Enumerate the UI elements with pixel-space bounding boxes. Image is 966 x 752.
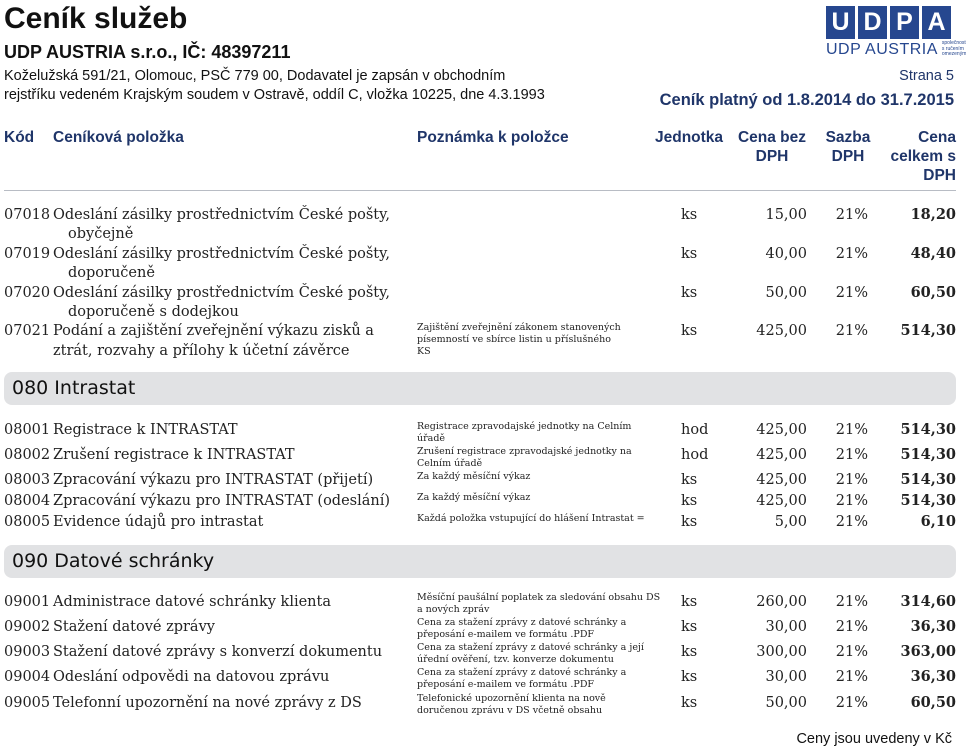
row-unit: ks bbox=[681, 669, 698, 685]
row-code: 09005 bbox=[4, 695, 51, 711]
logo-tagline: společnost s ručením omezeným bbox=[941, 40, 966, 57]
company-address-line1: Koželužská 591/21, Olomouc, PSČ 779 00, Dodavatel je zapsán v obchodním bbox=[4, 68, 506, 84]
row-price: 425,00 bbox=[756, 422, 807, 438]
row-note: Za každý měsíční výkaz bbox=[417, 471, 531, 482]
row-note: Telefonické upozornění klienta na nově doručenou zprávu v DS včetně obsahu bbox=[417, 693, 606, 716]
row-note: Registrace zpravodajské jednotky na Celním úřadě bbox=[417, 421, 632, 444]
page-title: Ceník služeb bbox=[4, 2, 188, 35]
column-header-total bbox=[880, 128, 956, 185]
row-unit: ks bbox=[681, 207, 698, 223]
row-note: Zajištění zveřejnění zákonem stanovených písemností ve sbírce listin u příslušného KS bbox=[417, 322, 621, 357]
row-code: 09001 bbox=[4, 594, 51, 610]
row-total: 60,50 bbox=[910, 284, 956, 301]
row-vat: 21% bbox=[835, 669, 868, 685]
row-code: 07021 bbox=[4, 323, 51, 339]
row-unit: ks bbox=[681, 695, 698, 711]
column-header-price-line1: Cena bez bbox=[737, 129, 807, 146]
row-item-name: Odeslání odpovědi na datovou zprávu bbox=[53, 669, 330, 685]
row-vat: 21% bbox=[835, 285, 868, 301]
row-item-name: Zrušení registrace k INTRASTAT bbox=[53, 447, 295, 463]
column-header-vat bbox=[820, 128, 876, 166]
row-price: 425,00 bbox=[756, 323, 807, 339]
page-number: Strana 5 bbox=[899, 68, 954, 84]
column-header-price-line2: DPH bbox=[755, 148, 789, 165]
row-vat: 21% bbox=[835, 514, 868, 530]
row-item-name-cont: obyčejně bbox=[68, 226, 134, 242]
column-header-note: Poznámka k položce bbox=[417, 129, 569, 146]
row-code: 07018 bbox=[4, 207, 51, 223]
row-item-name: Stažení datové zprávy s konverzí dokumentu bbox=[53, 644, 383, 660]
row-total: 6,10 bbox=[920, 513, 956, 530]
row-code: 07020 bbox=[4, 285, 51, 301]
row-vat: 21% bbox=[835, 246, 868, 262]
row-unit: ks bbox=[681, 246, 698, 262]
row-code: 07019 bbox=[4, 246, 51, 262]
row-item-name: Evidence údajů pro intrastat bbox=[53, 514, 264, 530]
row-unit: ks bbox=[681, 619, 698, 635]
row-code: 09002 bbox=[4, 619, 51, 635]
column-header-total-line1: Cena bbox=[918, 129, 956, 146]
row-note: Cena za stažení zprávy z datové schránky a přeposání e-mailem ve formátu .PDF bbox=[417, 617, 627, 640]
logo-letter-d: D bbox=[858, 6, 887, 39]
row-total: 48,40 bbox=[910, 245, 956, 262]
row-total: 36,30 bbox=[910, 618, 956, 635]
row-note: Cena za stažení zprávy z datové schránky a přeposání e-mailem ve formátu .PDF bbox=[417, 667, 627, 690]
row-vat: 21% bbox=[835, 594, 868, 610]
section-header-datove-schranky: 090 Datové schránky bbox=[4, 545, 956, 578]
row-item-name-cont: ztrát, rozvahy a přílohy k účetní závěrce bbox=[53, 343, 350, 359]
row-vat: 21% bbox=[835, 472, 868, 488]
row-total: 36,30 bbox=[910, 668, 956, 685]
section-header-intrastat: 080 Intrastat bbox=[4, 372, 956, 405]
header-divider bbox=[4, 190, 956, 191]
udp-austria-logo bbox=[826, 6, 966, 60]
row-code: 08001 bbox=[4, 422, 51, 438]
row-vat: 21% bbox=[835, 644, 868, 660]
logo-letter-a: A bbox=[922, 6, 951, 39]
row-total: 514,30 bbox=[900, 492, 956, 509]
row-note: Zrušení registrace zpravodajské jednotky na Celním úřadě bbox=[417, 446, 632, 469]
row-price: 40,00 bbox=[765, 246, 807, 262]
row-code: 08002 bbox=[4, 447, 51, 463]
row-item-name-cont: doporučeně bbox=[68, 265, 155, 281]
row-item-name: Odeslání zásilky prostřednictvím České pošty, bbox=[53, 207, 391, 223]
row-price: 30,00 bbox=[765, 619, 807, 635]
row-item-name: Odeslání zásilky prostřednictvím České pošty, bbox=[53, 246, 391, 262]
row-item-name-cont: doporučeně s dodejkou bbox=[68, 304, 239, 320]
row-vat: 21% bbox=[835, 422, 868, 438]
row-unit: ks bbox=[681, 493, 698, 509]
row-code: 08003 bbox=[4, 472, 51, 488]
row-code: 08005 bbox=[4, 514, 51, 530]
row-price: 425,00 bbox=[756, 472, 807, 488]
row-unit: ks bbox=[681, 285, 698, 301]
row-unit: hod bbox=[681, 422, 709, 438]
row-vat: 21% bbox=[835, 323, 868, 339]
row-total: 363,00 bbox=[900, 643, 956, 660]
row-item-name: Zpracování výkazu pro INTRASTAT (přijetí) bbox=[53, 472, 374, 488]
row-price: 15,00 bbox=[765, 207, 807, 223]
row-total: 514,30 bbox=[900, 471, 956, 488]
row-unit: ks bbox=[681, 514, 698, 530]
row-vat: 21% bbox=[835, 695, 868, 711]
row-price: 425,00 bbox=[756, 447, 807, 463]
row-unit: ks bbox=[681, 594, 698, 610]
row-code: 09004 bbox=[4, 669, 51, 685]
column-header-vat-line1: Sazba bbox=[825, 129, 871, 146]
currency-footnote: Ceny jsou uvedeny v Kč bbox=[796, 731, 952, 747]
row-note: Cena za stažení zprávy z datové schránky a její úřední ověření, tzv. konverze dokumentu bbox=[417, 642, 644, 665]
row-code: 09003 bbox=[4, 644, 51, 660]
column-header-item: Ceníková položka bbox=[53, 129, 184, 146]
row-item-name: Podání a zajištění zveřejnění výkazu zisků a bbox=[53, 323, 374, 339]
row-unit: ks bbox=[681, 472, 698, 488]
logo-wordmark: UDP AUSTRIA bbox=[826, 41, 938, 58]
column-header-unit: Jednotka bbox=[655, 129, 724, 146]
row-unit: ks bbox=[681, 323, 698, 339]
row-unit: ks bbox=[681, 644, 698, 660]
row-price: 260,00 bbox=[756, 594, 807, 610]
logo-letter-p: P bbox=[890, 6, 919, 39]
row-price: 50,00 bbox=[765, 285, 807, 301]
column-header-price bbox=[736, 128, 808, 166]
row-note: Za každý měsíční výkaz bbox=[417, 492, 531, 503]
row-vat: 21% bbox=[835, 493, 868, 509]
column-header-code: Kód bbox=[4, 129, 35, 146]
row-total: 514,30 bbox=[900, 446, 956, 463]
row-item-name: Registrace k INTRASTAT bbox=[53, 422, 238, 438]
row-note: Měsíční paušální poplatek za sledování obsahu DS a nových zpráv bbox=[417, 592, 661, 615]
company-name: UDP AUSTRIA s.r.o., IČ: 48397211 bbox=[4, 42, 291, 62]
row-price: 50,00 bbox=[765, 695, 807, 711]
column-header-vat-line2: DPH bbox=[831, 148, 865, 165]
row-item-name: Stažení datové zprávy bbox=[53, 619, 215, 635]
row-total: 514,30 bbox=[900, 322, 956, 339]
company-address-line2: rejstříku vedeném Krajským soudem v Ostravě, oddíl C, vložka 10225, dne 4.3.1993 bbox=[4, 87, 545, 103]
row-total: 514,30 bbox=[900, 421, 956, 438]
row-item-name: Administrace datové schránky klienta bbox=[53, 594, 331, 610]
row-item-name: Zpracování výkazu pro INTRASTAT (odeslání) bbox=[53, 493, 391, 509]
row-unit: hod bbox=[681, 447, 709, 463]
row-vat: 21% bbox=[835, 207, 868, 223]
row-price: 425,00 bbox=[756, 493, 807, 509]
column-header-total-line3: DPH bbox=[923, 167, 956, 184]
row-vat: 21% bbox=[835, 447, 868, 463]
row-note: Každá položka vstupující do hlášení Intrastat = bbox=[417, 513, 645, 524]
row-total: 60,50 bbox=[910, 694, 956, 711]
column-header-total-line2: celkem s bbox=[890, 148, 956, 165]
row-price: 5,00 bbox=[774, 514, 807, 530]
row-total: 314,60 bbox=[900, 593, 956, 610]
row-price: 300,00 bbox=[756, 644, 807, 660]
price-list-validity: Ceník platný od 1.8.2014 do 31.7.2015 bbox=[659, 91, 954, 109]
row-code: 08004 bbox=[4, 493, 51, 509]
row-price: 30,00 bbox=[765, 669, 807, 685]
row-item-name: Odeslání zásilky prostřednictvím České pošty, bbox=[53, 285, 391, 301]
row-item-name: Telefonní upozornění na nové zprávy z DS bbox=[53, 695, 362, 711]
logo-letter-u: U bbox=[826, 6, 855, 39]
row-vat: 21% bbox=[835, 619, 868, 635]
row-total: 18,20 bbox=[910, 206, 956, 223]
